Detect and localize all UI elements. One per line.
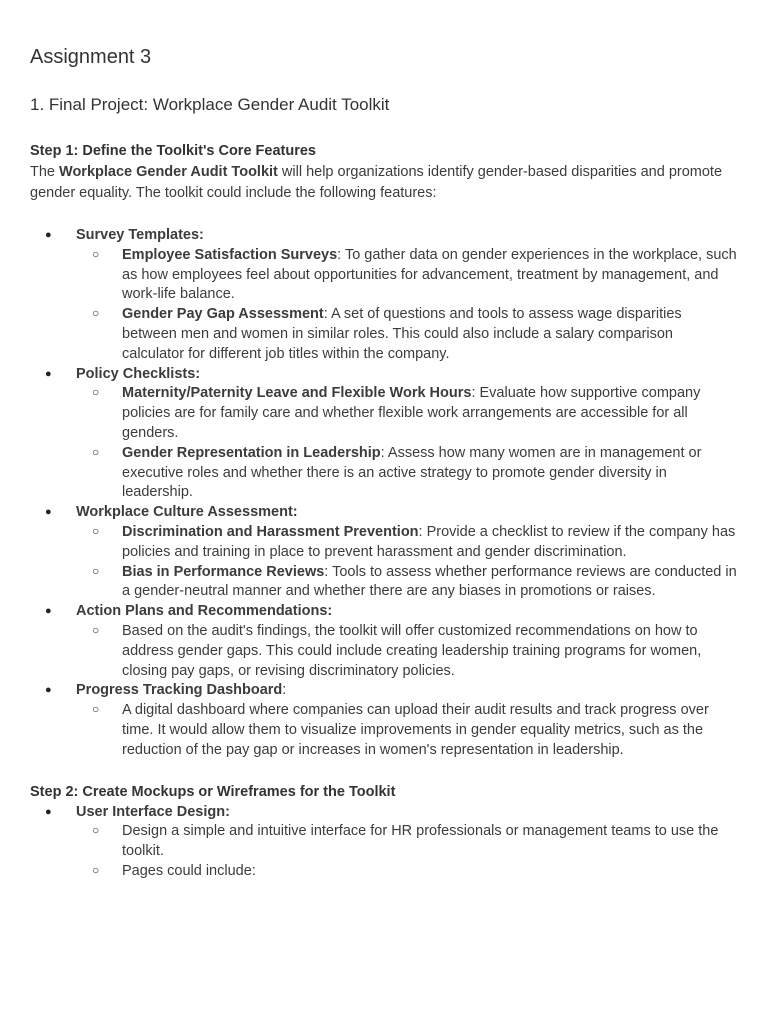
sub-list — [76, 701, 738, 760]
bullet-label: Workplace Culture Assessment: — [76, 504, 298, 521]
sub-item-term: Employee Satisfaction Surveys — [122, 246, 338, 263]
sub-list — [76, 523, 738, 602]
intro-text-pre: The — [30, 164, 60, 180]
bullet-label: User Interface Design: — [76, 803, 230, 820]
sub-list — [76, 822, 738, 881]
sub-item-term: Gender Pay Gap Assessment — [122, 306, 324, 323]
sub-item-text: : Evaluate how supportive company policies are for family care and whether flexible work arrangements are accessible for all genders. — [122, 385, 701, 441]
step2-heading: Step 2: Create Mockups or Wireframes for the Toolkit — [30, 783, 396, 800]
sub-list-item — [76, 246, 738, 305]
bullet-item — [30, 803, 738, 882]
sub-list-item — [76, 523, 738, 563]
sub-list-item — [76, 862, 738, 882]
sub-list-item — [76, 622, 738, 681]
step1-heading: Step 1: Define the Toolkit's Core Features — [30, 143, 316, 159]
sub-list — [76, 384, 738, 503]
spacer — [30, 761, 738, 784]
sub-list — [76, 622, 738, 681]
sub-list — [76, 246, 738, 365]
bullet-label: Policy Checklists: — [76, 365, 201, 382]
sub-item-text: Based on the audit's findings, the toolkit will offer customized recommendations on how to address gender gaps. This could include creating leadership training programs for women, closing pay gaps, or revising discriminatory policies. — [122, 622, 702, 679]
sub-item-text: : Assess how many women are in management or executive roles and whether there is an active strategy to promote gender diversity in leadership. — [122, 444, 702, 501]
sub-item-text: : A set of questions and tools to assess wage disparities between men and women in similar roles. This could also include a salary comparison calculator for different job titles within the company. — [122, 306, 682, 362]
sub-list-item — [76, 444, 738, 503]
sub-item-term: Discrimination and Harassment Prevention — [122, 523, 419, 540]
bullet-label-suffix: : — [282, 682, 287, 699]
sub-item-text: Design a simple and intuitive interface for HR professionals or management teams to use the toolkit. — [122, 823, 719, 860]
sub-list-item — [76, 701, 738, 760]
sub-item-term: Bias in Performance Reviews — [122, 563, 325, 580]
sub-list-item — [76, 822, 738, 862]
bullet-item — [30, 226, 738, 365]
sub-item-text: : Provide a checklist to review if the company has policies and training in place to prevent harassment and gender discrimination. — [122, 523, 736, 560]
sub-item-text: A digital dashboard where companies can upload their audit results and track progress over time. It would allow them to visualize improvements in gender equality metrics, such as the reduction of the pay gap or increases in women's representation in leadership. — [122, 702, 709, 758]
sub-list-item — [76, 305, 738, 364]
bullet-label: Progress Tracking Dashboard — [76, 682, 283, 699]
step1-intro — [30, 162, 738, 204]
sub-item-text: Pages could include: — [122, 862, 256, 879]
bullet-item — [30, 602, 738, 681]
intro-text-post: will help organizations identify gender-based disparities and promote gender equality. The toolkit could include the following features: — [30, 164, 723, 201]
step2-list — [30, 803, 738, 882]
sub-item-term: Gender Representation in Leadership — [122, 444, 381, 461]
step1-feature-list — [30, 226, 738, 761]
sub-list-item — [76, 384, 738, 443]
document-title: Assignment 3 — [30, 46, 152, 68]
bullet-label: Survey Templates: — [76, 227, 204, 243]
bullet-item — [30, 503, 738, 602]
bullet-item — [30, 365, 738, 504]
sub-item-text: : Tools to assess whether performance reviews are conducted in a gender-neutral manner and whether there are any biases in promotions or raises. — [122, 563, 737, 600]
section-title: 1. Final Project: Workplace Gender Audit Toolkit — [30, 95, 390, 114]
sub-item-text: : To gather data on gender experiences in the workplace, such as how employees feel about opportunities for advancement, treatment by management, and work-life balance. — [122, 246, 737, 303]
intro-text-bold: Workplace Gender Audit Toolkit — [59, 164, 278, 180]
sub-list-item — [76, 563, 738, 603]
sub-item-term: Maternity/Paternity Leave and Flexible Work Hours — [122, 385, 472, 402]
bullet-item — [30, 681, 738, 760]
bullet-label: Action Plans and Recommendations: — [76, 603, 333, 620]
